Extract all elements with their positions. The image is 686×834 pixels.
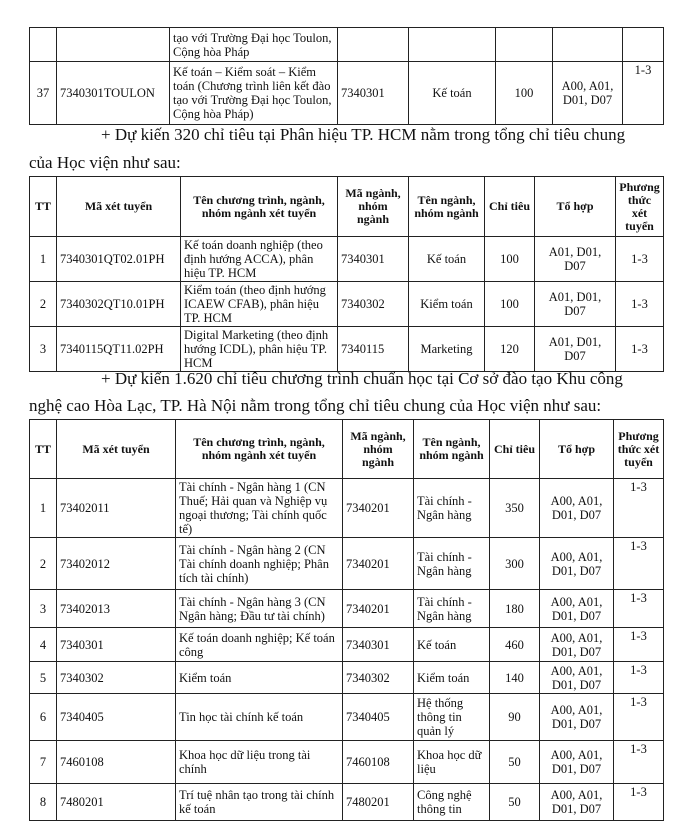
table-header: [30, 420, 664, 479]
table-row: [30, 62, 664, 125]
cell-tt: 5: [30, 662, 57, 694]
cell-quota: 100: [496, 62, 553, 125]
cell-combo: [553, 28, 623, 62]
cell-tt: 2: [30, 282, 57, 327]
cell-method: 1-3: [614, 538, 664, 590]
cell-quota: 100: [485, 282, 535, 327]
cell-tt: 37: [30, 62, 57, 125]
paragraph-hoalac-line2: nghệ cao Hòa Lạc, TP. Hà Nội nằm trong tổng chỉ tiêu chung của Học viện như sau:: [29, 396, 602, 415]
table-row: [30, 479, 664, 538]
header-combo: Tổ hợp: [535, 177, 616, 237]
cell-major-code: 7480201: [343, 784, 414, 821]
table-row: [30, 741, 664, 784]
cell-combo: A00, A01, D01, D07: [553, 62, 623, 125]
cell-quota: 140: [490, 662, 540, 694]
cell-method: 1-3: [614, 741, 664, 784]
cell-major-code: 7340301: [343, 628, 414, 662]
cell-code: 7340115QT11.02PH: [57, 327, 181, 372]
paragraph-hoalac-line1: + Dự kiến 1.620 chỉ tiêu chương trình chuẩn học tại Cơ sở đào tạo Khu công: [101, 369, 623, 388]
cell-method: [623, 28, 664, 62]
cell-quota: 300: [490, 538, 540, 590]
cell-name: Tài chính - Ngân hàng 1 (CN Thuế; Hải quan và Nghiệp vụ ngoại thương; Tài chính quốc tế): [176, 479, 343, 538]
cell-major: Marketing: [409, 327, 485, 372]
header-major-code: Mã ngành, nhóm ngành: [343, 420, 414, 479]
cell-tt: 8: [30, 784, 57, 821]
cell-quota: 90: [490, 694, 540, 741]
table-row: [30, 784, 664, 821]
cell-method: 1-3: [614, 694, 664, 741]
cell-code: 73402012: [57, 538, 176, 590]
header-name: Tên chương trình, ngành, nhóm ngành xét tuyển: [181, 177, 338, 237]
table-row: [30, 237, 664, 282]
cell-code: 7340301TOULON: [57, 62, 170, 125]
cell-major: Kiểm toán: [409, 282, 485, 327]
cell-combo: A00, A01, D01, D07: [540, 741, 614, 784]
cell-major: Kiểm toán: [414, 662, 490, 694]
cell-quota: 50: [490, 741, 540, 784]
cell-quota: 460: [490, 628, 540, 662]
cell-quota: 180: [490, 590, 540, 628]
cell-name: Kiểm toán: [176, 662, 343, 694]
header-quota: Chỉ tiêu: [485, 177, 535, 237]
cell-quota: [496, 28, 553, 62]
cell-combo: A00, A01, D01, D07: [540, 784, 614, 821]
header-quota: Chỉ tiêu: [490, 420, 540, 479]
cell-combo: A00, A01, D01, D07: [540, 662, 614, 694]
cell-combo: A00, A01, D01, D07: [540, 628, 614, 662]
header-code: Mã xét tuyển: [57, 420, 176, 479]
cell-code: 73402013: [57, 590, 176, 628]
table-row: [30, 28, 664, 62]
cell-tt: 7: [30, 741, 57, 784]
cell-major-code: [338, 28, 409, 62]
cell-combo: A00, A01, D01, D07: [540, 590, 614, 628]
cell-tt: 2: [30, 538, 57, 590]
cell-method: 1-3: [616, 327, 664, 372]
cell-tt: 4: [30, 628, 57, 662]
cell-major: Tài chính - Ngân hàng: [414, 590, 490, 628]
cell-major-code: 7340115: [338, 327, 409, 372]
cell-name: Kế toán doanh nghiệp; Kế toán công: [176, 628, 343, 662]
cell-quota: 350: [490, 479, 540, 538]
table-hoalac: [29, 419, 664, 821]
table-hcm-branch: [29, 176, 664, 372]
cell-name: Trí tuệ nhân tạo trong tài chính kế toán: [176, 784, 343, 821]
cell-major: Kế toán: [409, 237, 485, 282]
cell-combo: A01, D01, D07: [535, 327, 616, 372]
cell-name: tạo với Trường Đại học Toulon, Cộng hòa Pháp: [170, 28, 338, 62]
cell-name: Tin học tài chính kế toán: [176, 694, 343, 741]
cell-tt: 3: [30, 590, 57, 628]
cell-major-code: 7340201: [343, 590, 414, 628]
cell-name: Kế toán doanh nghiệp (theo định hướng ACCA), phân hiệu TP. HCM: [181, 237, 338, 282]
header-name: Tên chương trình, ngành, nhóm ngành xét tuyển: [176, 420, 343, 479]
cell-method: 1-3: [614, 628, 664, 662]
cell-name: Tài chính - Ngân hàng 2 (CN Tài chính doanh nghiệp; Phân tích tài chính): [176, 538, 343, 590]
cell-combo: A01, D01, D07: [535, 237, 616, 282]
cell-major: Hệ thống thông tin quản lý: [414, 694, 490, 741]
header-code: Mã xét tuyển: [57, 177, 181, 237]
header-major: Tên ngành, nhóm ngành: [409, 177, 485, 237]
cell-major-code: 7340302: [343, 662, 414, 694]
cell-major-code: 7460108: [343, 741, 414, 784]
cell-code: 7460108: [57, 741, 176, 784]
table-row: [30, 662, 664, 694]
cell-major: Khoa học dữ liệu: [414, 741, 490, 784]
cell-code: 7340301: [57, 628, 176, 662]
cell-tt: 1: [30, 479, 57, 538]
cell-method: 1-3: [616, 282, 664, 327]
cell-major-code: 7340201: [343, 479, 414, 538]
cell-method: 1-3: [616, 237, 664, 282]
cell-name: Tài chính - Ngân hàng 3 (CN Ngân hàng; Đầu tư tài chính): [176, 590, 343, 628]
table-continuation: [29, 27, 664, 125]
header-method: Phương thức xét tuyển: [614, 420, 664, 479]
table-row: [30, 694, 664, 741]
table-row: [30, 538, 664, 590]
table-row: [30, 590, 664, 628]
cell-major: Công nghệ thông tin: [414, 784, 490, 821]
cell-major-code: 7340301: [338, 62, 409, 125]
cell-method: 1-3: [614, 784, 664, 821]
cell-combo: A00, A01, D01, D07: [540, 538, 614, 590]
cell-code: 7340302QT10.01PH: [57, 282, 181, 327]
table-header: [30, 177, 664, 237]
table-row: [30, 628, 664, 662]
paragraph-hcm-line1: + Dự kiến 320 chỉ tiêu tại Phân hiệu TP. HCM nằm trong tổng chỉ tiêu chung: [101, 125, 626, 144]
cell-tt: [30, 28, 57, 62]
cell-quota: 100: [485, 237, 535, 282]
cell-major: Tài chính - Ngân hàng: [414, 538, 490, 590]
cell-major-code: 7340302: [338, 282, 409, 327]
cell-code: 7340405: [57, 694, 176, 741]
header-method: Phương thức xét tuyển: [616, 177, 664, 237]
cell-major: [409, 28, 496, 62]
cell-major: Kế toán: [414, 628, 490, 662]
cell-code: [57, 28, 170, 62]
cell-tt: 3: [30, 327, 57, 372]
cell-major: Kế toán: [409, 62, 496, 125]
table-row: [30, 327, 664, 372]
cell-code: 73402011: [57, 479, 176, 538]
header-tt: TT: [30, 177, 57, 237]
cell-name: Kế toán – Kiểm soát – Kiểm toán (Chương trình liên kết đào tạo với Trường Đại học Toulon, Cộng hòa Pháp): [170, 62, 338, 125]
cell-combo: A01, D01, D07: [535, 282, 616, 327]
table-row: [30, 282, 664, 327]
cell-code: 7340302: [57, 662, 176, 694]
cell-method: 1-3: [623, 62, 664, 125]
cell-name: Kiểm toán (theo định hướng ICAEW CFAB), phân hiệu TP. HCM: [181, 282, 338, 327]
header-combo: Tổ hợp: [540, 420, 614, 479]
header-tt: TT: [30, 420, 57, 479]
cell-quota: 50: [490, 784, 540, 821]
paragraph-hcm-line2: của Học viện như sau:: [29, 153, 181, 172]
cell-tt: 6: [30, 694, 57, 741]
header-major: Tên ngành, nhóm ngành: [414, 420, 490, 479]
cell-method: 1-3: [614, 662, 664, 694]
cell-combo: A00, A01, D01, D07: [540, 694, 614, 741]
cell-quota: 120: [485, 327, 535, 372]
cell-method: 1-3: [614, 479, 664, 538]
cell-major-code: 7340301: [338, 237, 409, 282]
cell-tt: 1: [30, 237, 57, 282]
header-major-code: Mã ngành, nhóm ngành: [338, 177, 409, 237]
cell-name: Digital Marketing (theo định hướng ICDL), phân hiệu TP. HCM: [181, 327, 338, 372]
cell-major-code: 7340405: [343, 694, 414, 741]
cell-combo: A00, A01, D01, D07: [540, 479, 614, 538]
cell-name: Khoa học dữ liệu trong tài chính: [176, 741, 343, 784]
cell-major-code: 7340201: [343, 538, 414, 590]
cell-major: Tài chính - Ngân hàng: [414, 479, 490, 538]
cell-code: 7340301QT02.01PH: [57, 237, 181, 282]
cell-method: 1-3: [614, 590, 664, 628]
cell-code: 7480201: [57, 784, 176, 821]
